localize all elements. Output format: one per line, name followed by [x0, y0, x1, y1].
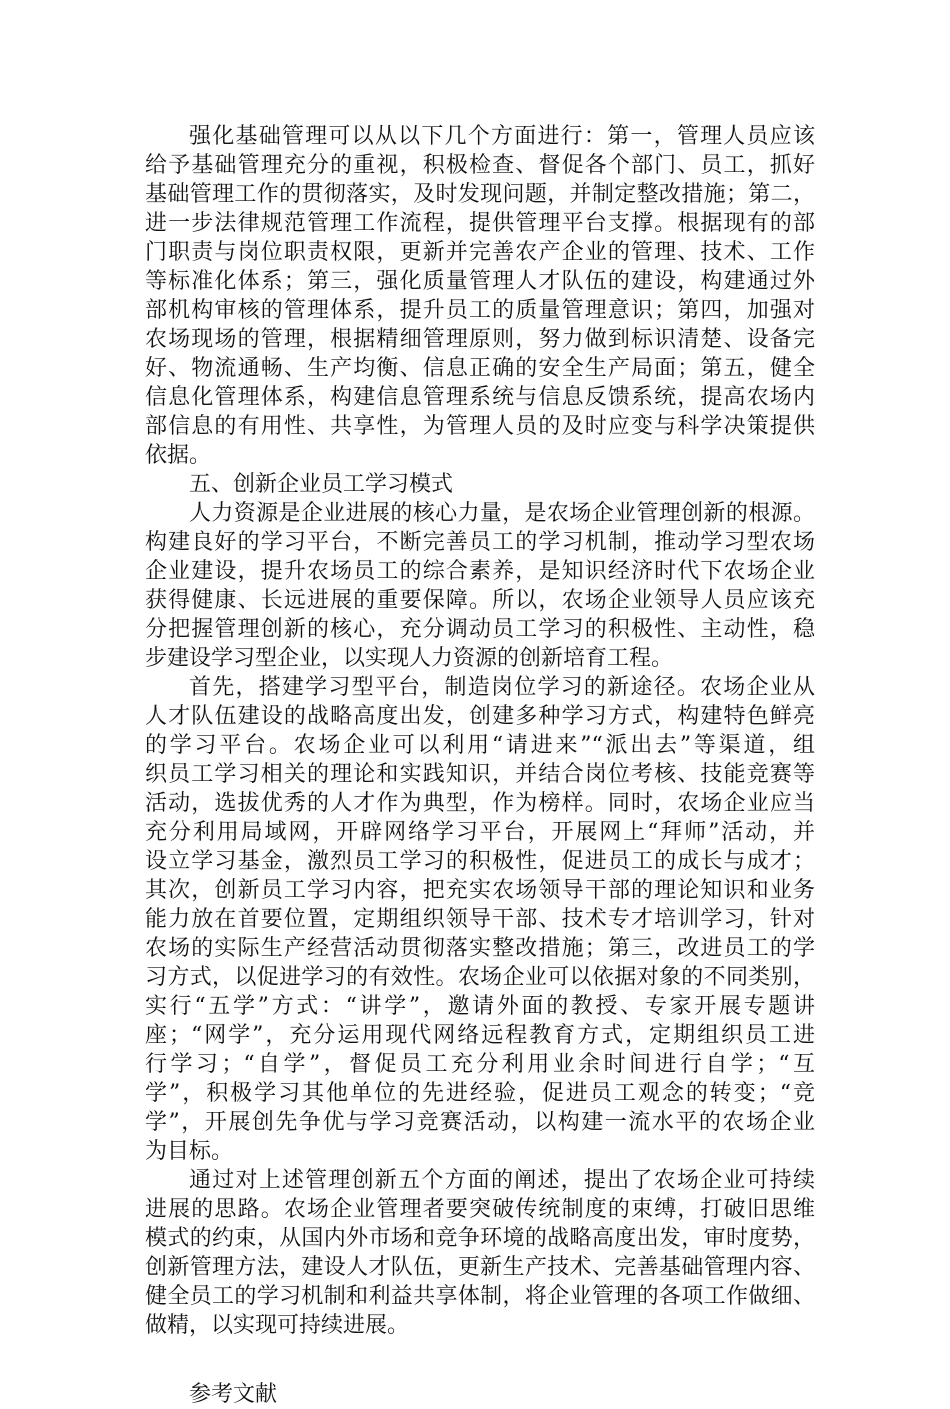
- paragraph-basic-management: [145, 122, 815, 470]
- text-line: 模式的约束，从国内外市场和竞争环境的战略高度出发，审时度势，: [145, 1226, 815, 1251]
- text-line: 等标准化体系；第三，强化质量管理人才队伍的建设，构建通过外: [145, 269, 815, 294]
- text-line: 部信息的有用性、共享性，为管理人员的及时应变与科学决策提供: [145, 414, 815, 439]
- text-line: 学”，积极学习其他单位的先进经验，促进员工观念的转变；“竞: [145, 1081, 815, 1106]
- text-line: 设立学习基金，激烈员工学习的积极性，促进员工的成长与成才；: [145, 849, 815, 874]
- section-heading: 五、创新企业员工学习模式: [189, 472, 454, 497]
- text-line: 充分利用局域网，开辟网络学习平台，开展网上“拜师”活动，并: [145, 820, 815, 845]
- text-line: 构建良好的学习平台，不断完善员工的学习机制，推动学习型农场: [145, 530, 815, 555]
- paragraph-learning-platform: [145, 673, 815, 1166]
- paragraph-human-resources: [145, 499, 815, 673]
- text-line: 依据。: [145, 443, 212, 468]
- text-line: 首先，搭建学习型平台，制造岗位学习的新途径。农场企业从: [189, 675, 815, 700]
- text-line: 能力放在首要位置，定期组织领导干部、技术专才培训学习，针对: [145, 907, 815, 932]
- text-line: 给予基础管理充分的重视，积极检查、督促各个部门、员工，抓好: [145, 153, 815, 178]
- text-line: 为目标。: [145, 1139, 234, 1164]
- text-line: 分把握管理创新的核心，充分调动员工学习的积极性、主动性，稳: [145, 617, 815, 642]
- text-line: 农场现场的管理，根据精细管理原则，努力做到标识清楚、设备完: [145, 327, 815, 352]
- text-line: 基础管理工作的贯彻落实，及时发现问题，并制定整改措施；第二，: [145, 182, 815, 207]
- text-line: 行学习；“自学”，督促员工充分利用业余时间进行自学；“互: [145, 1052, 815, 1077]
- section-spacer: [145, 1340, 815, 1380]
- text-line: 座；“网学”，充分运用现代网络远程教育方式，定期组织员工进: [145, 1023, 815, 1048]
- references-heading-block: [145, 1380, 815, 1409]
- text-line: 实行“五学”方式：“讲学”，邀请外面的教授、专家开展专题讲: [145, 994, 815, 1019]
- text-line: 健全员工的学习机制和利益共享体制，将企业管理的各项工作做细、: [145, 1284, 815, 1309]
- text-line: 织员工学习相关的理论和实践知识，并结合岗位考核、技能竞赛等: [145, 762, 815, 787]
- text-line: 强化基础管理可以从以下几个方面进行：第一，管理人员应该: [189, 124, 815, 149]
- text-line: 其次，创新员工学习内容，把充实农场领导干部的理论知识和业务: [145, 878, 815, 903]
- paragraph-conclusion: [145, 1166, 815, 1340]
- text-line: 的学习平台。农场企业可以利用“请进来”“派出去”等渠道，组: [145, 733, 815, 758]
- text-line: 创新管理方法，建设人才队伍，更新生产技术、完善基础管理内容、: [145, 1255, 815, 1280]
- text-line: 通过对上述管理创新五个方面的阐述，提出了农场企业可持续: [189, 1168, 815, 1193]
- text-line: 好、物流通畅、生产均衡、信息正确的安全生产局面；第五，健全: [145, 356, 815, 381]
- text-line: 人才队伍建设的战略高度出发，创建多种学习方式，构建特色鲜亮: [145, 704, 815, 729]
- text-line: 学”，开展创先争优与学习竞赛活动，以构建一流水平的农场企业: [145, 1110, 815, 1135]
- document-body: [145, 122, 815, 1409]
- text-line: 门职责与岗位职责权限，更新并完善农产企业的管理、技术、工作: [145, 240, 815, 265]
- text-line: 获得健康、长远进展的重要保障。所以，农场企业领导人员应该充: [145, 588, 815, 613]
- text-line: 人力资源是企业进展的核心力量，是农场企业管理创新的根源。: [189, 501, 815, 526]
- text-line: 进展的思路。农场企业管理者要突破传统制度的束缚，打破旧思维: [145, 1197, 815, 1222]
- text-line: 做精，以实现可持续进展。: [145, 1313, 410, 1338]
- text-line: 企业建设，提升农场员工的综合素养，是知识经济时代下农场企业: [145, 559, 815, 584]
- section-heading-5: [145, 470, 815, 499]
- text-line: 部机构审核的管理体系，提升员工的质量管理意识；第四，加强对: [145, 298, 815, 323]
- text-line: 活动，选拔优秀的人才作为典型，作为榜样。同时，农场企业应当: [145, 791, 815, 816]
- text-line: 进一步法律规范管理工作流程，提供管理平台支撑。根据现有的部: [145, 211, 815, 236]
- text-line: 信息化管理体系，构建信息管理系统与信息反馈系统，提高农场内: [145, 385, 815, 410]
- references-heading: 参考文献: [189, 1382, 278, 1407]
- text-line: 步建设学习型企业，以实现人力资源的创新培育工程。: [145, 646, 674, 671]
- text-line: 农场的实际生产经营活动贯彻落实整改措施；第三，改进员工的学: [145, 936, 815, 961]
- text-line: 习方式，以促进学习的有效性。农场企业可以依据对象的不同类别，: [145, 965, 815, 990]
